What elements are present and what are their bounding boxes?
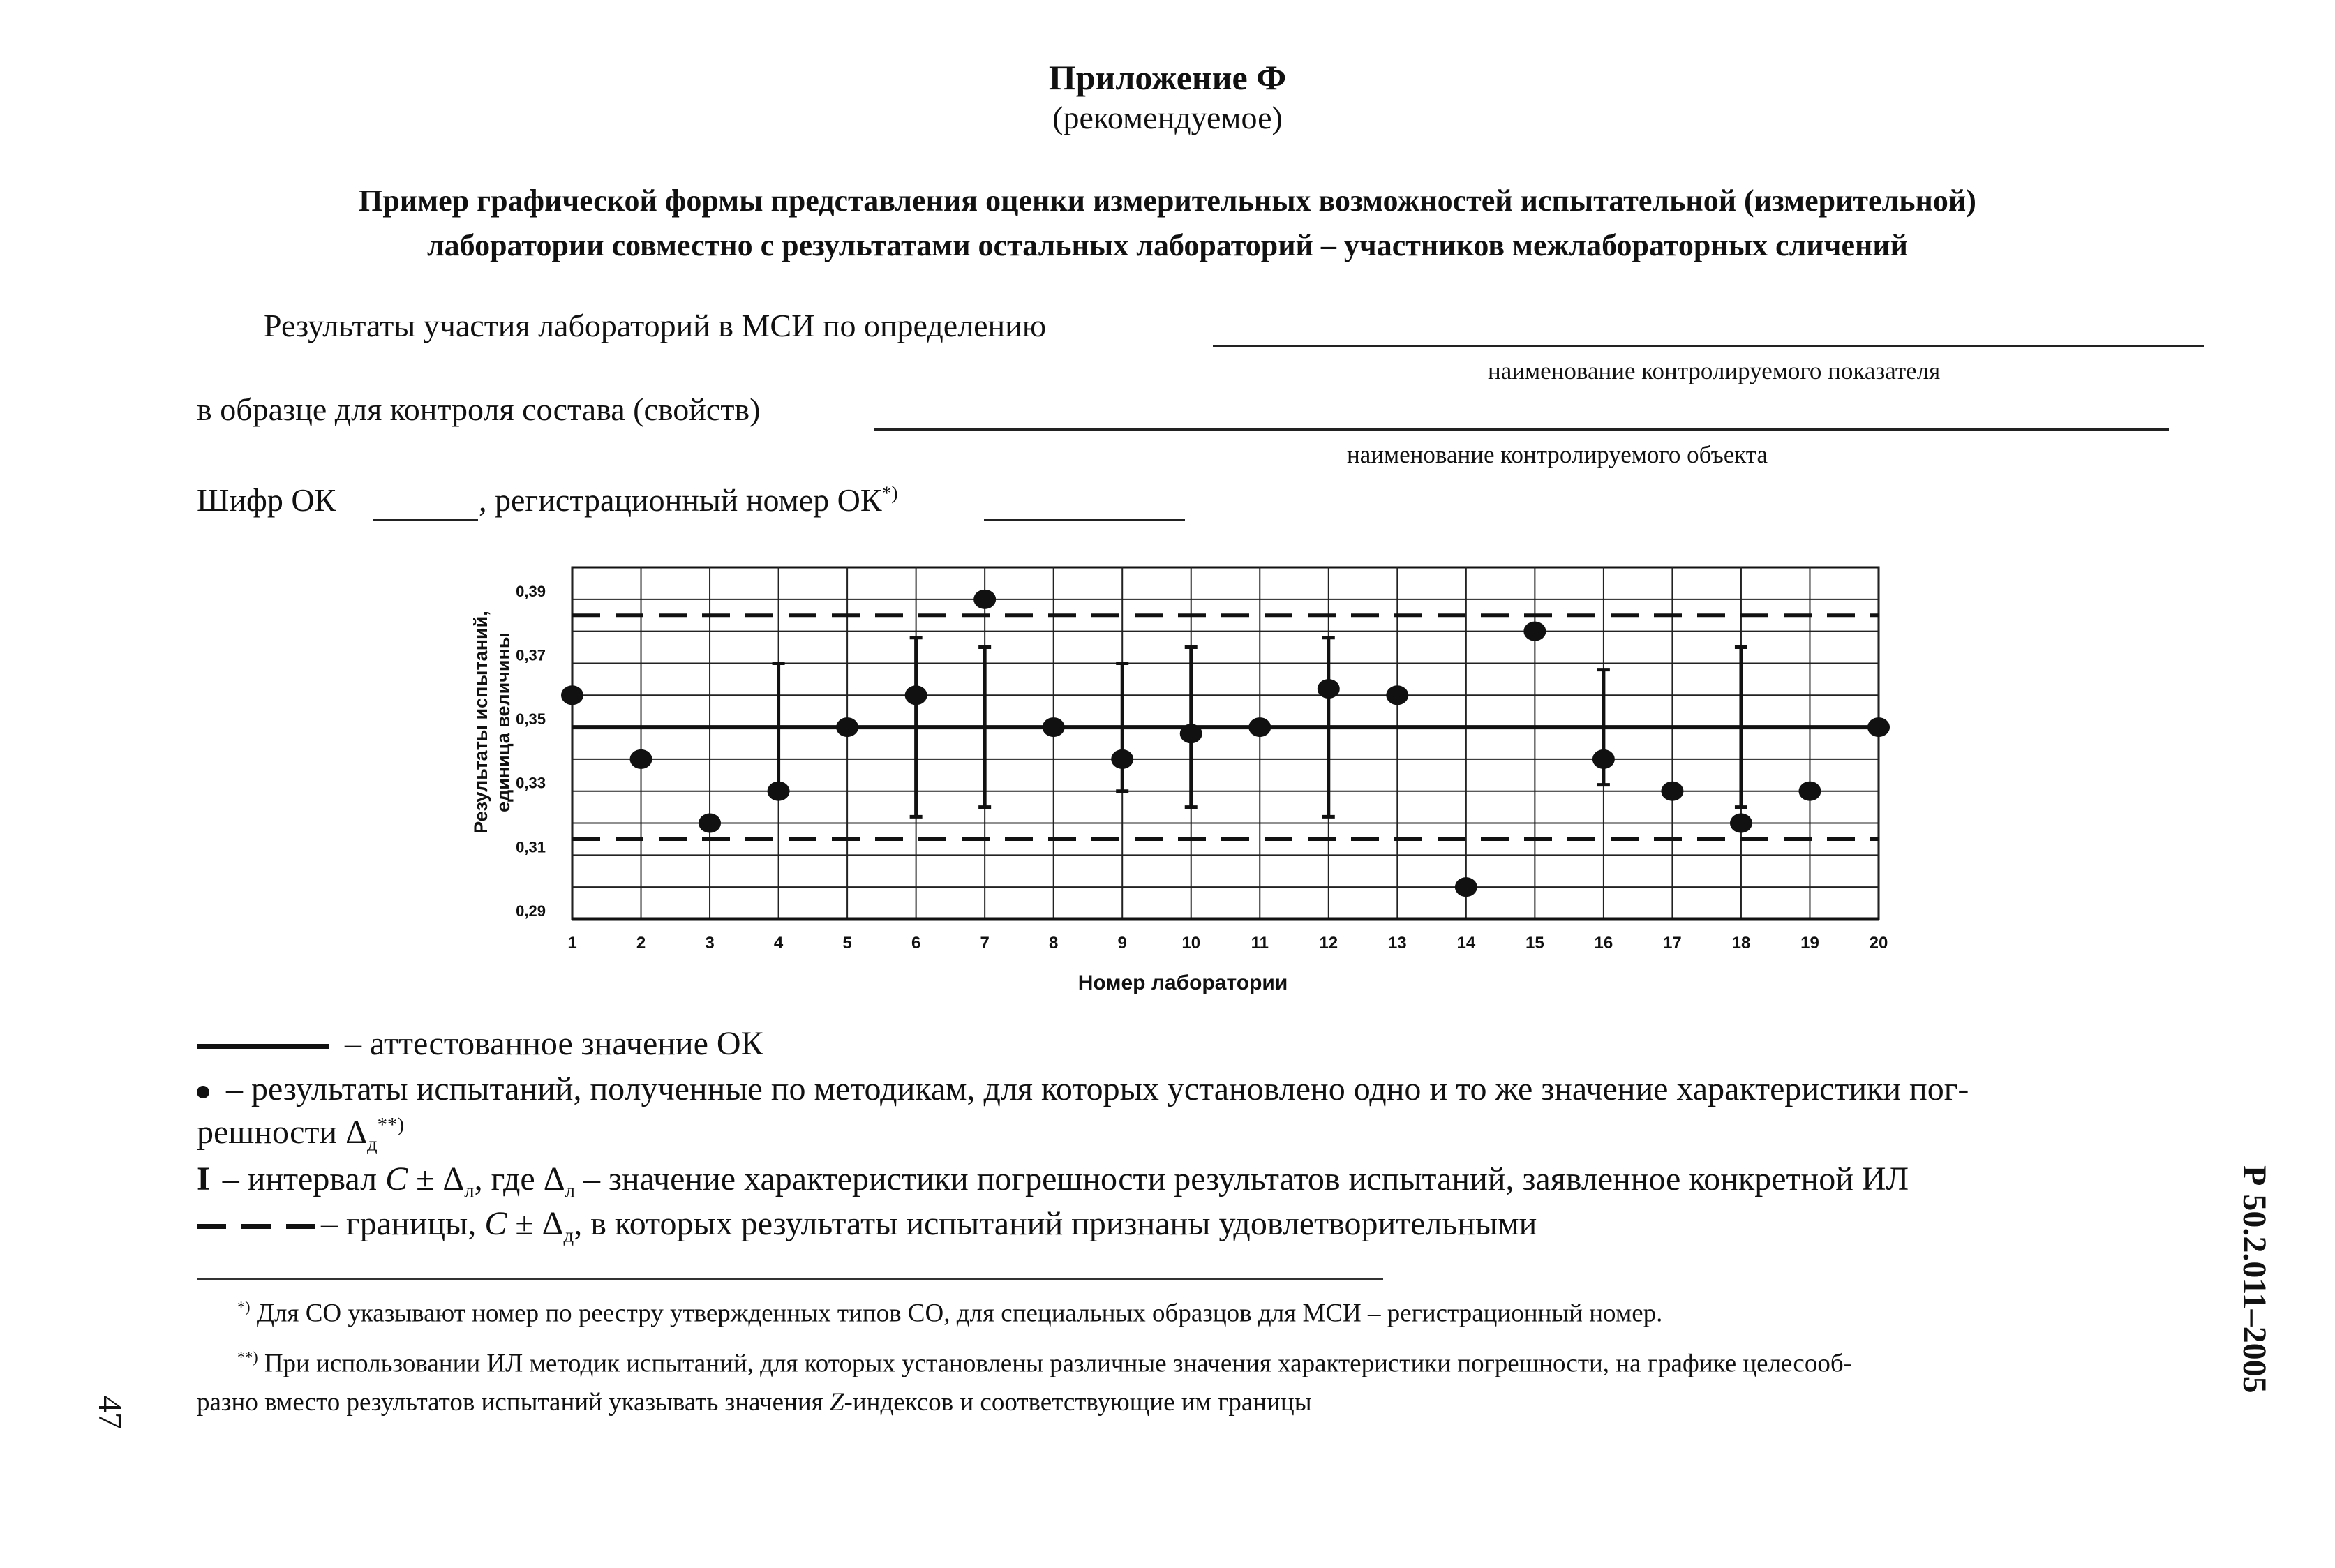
legend-dots-text: – результаты испытаний, полученные по методикам, для которых установлено одно и то же значение характеристики пог- [218, 1070, 1969, 1107]
reg-number-blank-line [984, 519, 1185, 521]
footnote-2 [237, 1348, 1852, 1378]
x-axis-label: Номер лаборатории [1077, 971, 1288, 994]
dash-symbol-3 [286, 1224, 315, 1229]
cipher-blank-line [373, 519, 478, 521]
reg-number-label: , регистрационный номер ОК [479, 482, 882, 518]
legend-dots-sub: д [366, 1133, 378, 1156]
footnote-divider [197, 1278, 1383, 1280]
y-tick-label-4: 0,37 [516, 646, 546, 664]
x-tick-label-7: 7 [980, 934, 990, 953]
x-tick-label-12: 12 [1319, 934, 1338, 953]
footnote-1-mark: *) [237, 1298, 251, 1315]
data-point-lab-9 [1111, 749, 1133, 769]
chart-points [561, 590, 1890, 897]
data-point-lab-20 [1867, 717, 1890, 737]
footnote-1 [237, 1298, 1662, 1328]
legend-interval-text-e: – значение характеристики погрешности результатов испытаний, заявленное конкретной ИЛ [574, 1160, 1909, 1197]
legend-interval [197, 1160, 1909, 1203]
form-line-object: в образце для контроля состава (свойств) [197, 391, 761, 427]
data-point-lab-2 [630, 749, 652, 769]
reg-number-line [479, 481, 898, 518]
dot-symbol [197, 1086, 209, 1098]
y-tick-label-1: 0,31 [516, 838, 546, 856]
results-chart [447, 544, 1926, 1005]
indicator-blank-line [1213, 345, 2204, 347]
data-point-lab-13 [1386, 685, 1408, 705]
x-tick-label-4: 4 [773, 934, 784, 953]
footnote-2-z: Z [829, 1388, 844, 1417]
data-point-lab-15 [1523, 622, 1546, 641]
solid-line-symbol [197, 1044, 329, 1049]
y-axis-label-line-1: Результаты испытаний, [470, 611, 491, 834]
interval-symbol: I [197, 1160, 210, 1197]
x-tick-label-19: 19 [1800, 934, 1819, 953]
footnote-2-continuation [197, 1387, 1312, 1417]
legend-dots-continuation [197, 1113, 404, 1156]
legend-dashed-text-a: – границы, [321, 1205, 485, 1242]
data-point-lab-4 [768, 782, 790, 801]
data-point-lab-18 [1730, 814, 1752, 833]
object-caption: наименование контролируемого объекта [1347, 441, 1768, 468]
y-tick-label-5: 0,39 [516, 582, 546, 600]
object-blank-line [874, 428, 2169, 431]
legend-dashed-line [197, 1204, 1537, 1248]
x-tick-label-10: 10 [1181, 934, 1201, 953]
x-tick-label-2: 2 [636, 934, 646, 953]
main-title-line-1: Пример графической формы представления оценки измерительных возможностей испытательной (измерительной) [359, 184, 1976, 218]
x-tick-label-15: 15 [1525, 934, 1544, 953]
data-point-lab-8 [1043, 717, 1065, 737]
data-point-lab-5 [836, 717, 858, 737]
data-point-lab-1 [561, 685, 583, 705]
x-tick-label-9: 9 [1117, 934, 1127, 953]
x-tick-label-1: 1 [567, 934, 577, 953]
legend-dots-text-2: решности Δ [197, 1114, 367, 1151]
data-point-lab-19 [1798, 782, 1821, 801]
legend-interval-sub: л [464, 1179, 475, 1202]
legend-interval-text-b: ± Δ [408, 1160, 465, 1197]
legend-dashed-text-b: ± Δ [507, 1205, 564, 1242]
plot-frame [572, 567, 1879, 919]
document-code: Р 50.2.011–2005 [2236, 1165, 2273, 1394]
data-point-lab-10 [1180, 724, 1202, 743]
form-line-cipher [197, 481, 336, 518]
footnote-1-text: Для СО указывают номер по реестру утвержденных типов СО, для специальных образцов для МСИ – регистрационный номер. [250, 1299, 1663, 1328]
data-point-lab-17 [1661, 782, 1683, 801]
legend-solid-text: – аттестованное значение ОК [336, 1025, 763, 1062]
chart-tick-labels [516, 583, 1888, 953]
legend-dashed-text-e: , в которых результаты испытаний признаны удовлетворительными [574, 1205, 1537, 1242]
cipher-label: Шифр ОК [197, 482, 336, 518]
data-point-lab-7 [973, 590, 996, 609]
main-title-line-2: лаборатории совместно с результатами остальных лабораторий – участников межлабораторных сличений [426, 228, 1909, 262]
page-number: 47 [91, 1396, 128, 1429]
data-point-lab-3 [699, 814, 721, 833]
legend-interval-text-a: – интервал [214, 1160, 386, 1197]
x-tick-label-5: 5 [842, 934, 852, 953]
data-point-lab-16 [1592, 749, 1615, 769]
legend-dots [197, 1070, 1969, 1108]
data-point-lab-14 [1455, 877, 1477, 897]
data-point-lab-12 [1318, 679, 1340, 699]
chart-reference-lines [572, 615, 1879, 839]
footnote-2-mark: **) [237, 1348, 258, 1366]
dash-symbol-2 [241, 1224, 271, 1229]
chart-grid [572, 567, 1879, 919]
x-tick-label-8: 8 [1049, 934, 1059, 953]
y-tick-label-2: 0,33 [516, 774, 546, 792]
appendix-subtitle: (рекомендуемое) [1052, 100, 1283, 135]
x-tick-label-11: 11 [1251, 934, 1269, 953]
footnote-2-text-1: При использовании ИЛ методик испытаний, для которых установлены различные значения характеристики погрешности, на графике целесооб- [258, 1349, 1852, 1378]
data-point-lab-6 [905, 685, 927, 705]
x-tick-label-17: 17 [1663, 934, 1682, 953]
dash-symbol-1 [197, 1224, 226, 1229]
legend-dashed-c: C [484, 1205, 507, 1242]
legend-solid-line [197, 1024, 763, 1063]
y-axis-label-line-2: единица величины [493, 632, 514, 812]
x-tick-label-3: 3 [705, 934, 715, 953]
indicator-caption: наименование контролируемого показателя [1488, 357, 1941, 384]
reg-number-footnote-mark: *) [881, 481, 898, 504]
legend-dashed-sub: д [563, 1224, 574, 1247]
x-tick-label-18: 18 [1731, 934, 1751, 953]
x-tick-label-13: 13 [1387, 934, 1407, 953]
x-tick-label-16: 16 [1594, 934, 1613, 953]
y-tick-label-3: 0,35 [516, 710, 546, 729]
appendix-title: Приложение Ф [1048, 58, 1287, 97]
form-line-indicator: Результаты участия лабораторий в МСИ по определению [264, 308, 1047, 343]
legend-interval-sub-2: л [565, 1179, 575, 1202]
footnote-2-text-2a: разно вместо результатов испытаний указывать значения [197, 1388, 830, 1417]
x-tick-label-14: 14 [1456, 934, 1476, 953]
y-tick-label-0: 0,29 [516, 902, 546, 920]
legend-interval-text-d: , где Δ [474, 1160, 565, 1197]
footnote-2-text-2b: -индексов и соответствующие им границы [844, 1388, 1312, 1417]
legend-interval-c: C [385, 1160, 408, 1197]
legend-dots-sup: **) [377, 1114, 405, 1136]
x-tick-label-6: 6 [911, 934, 921, 953]
x-tick-label-20: 20 [1869, 934, 1888, 953]
data-point-lab-11 [1248, 717, 1271, 737]
